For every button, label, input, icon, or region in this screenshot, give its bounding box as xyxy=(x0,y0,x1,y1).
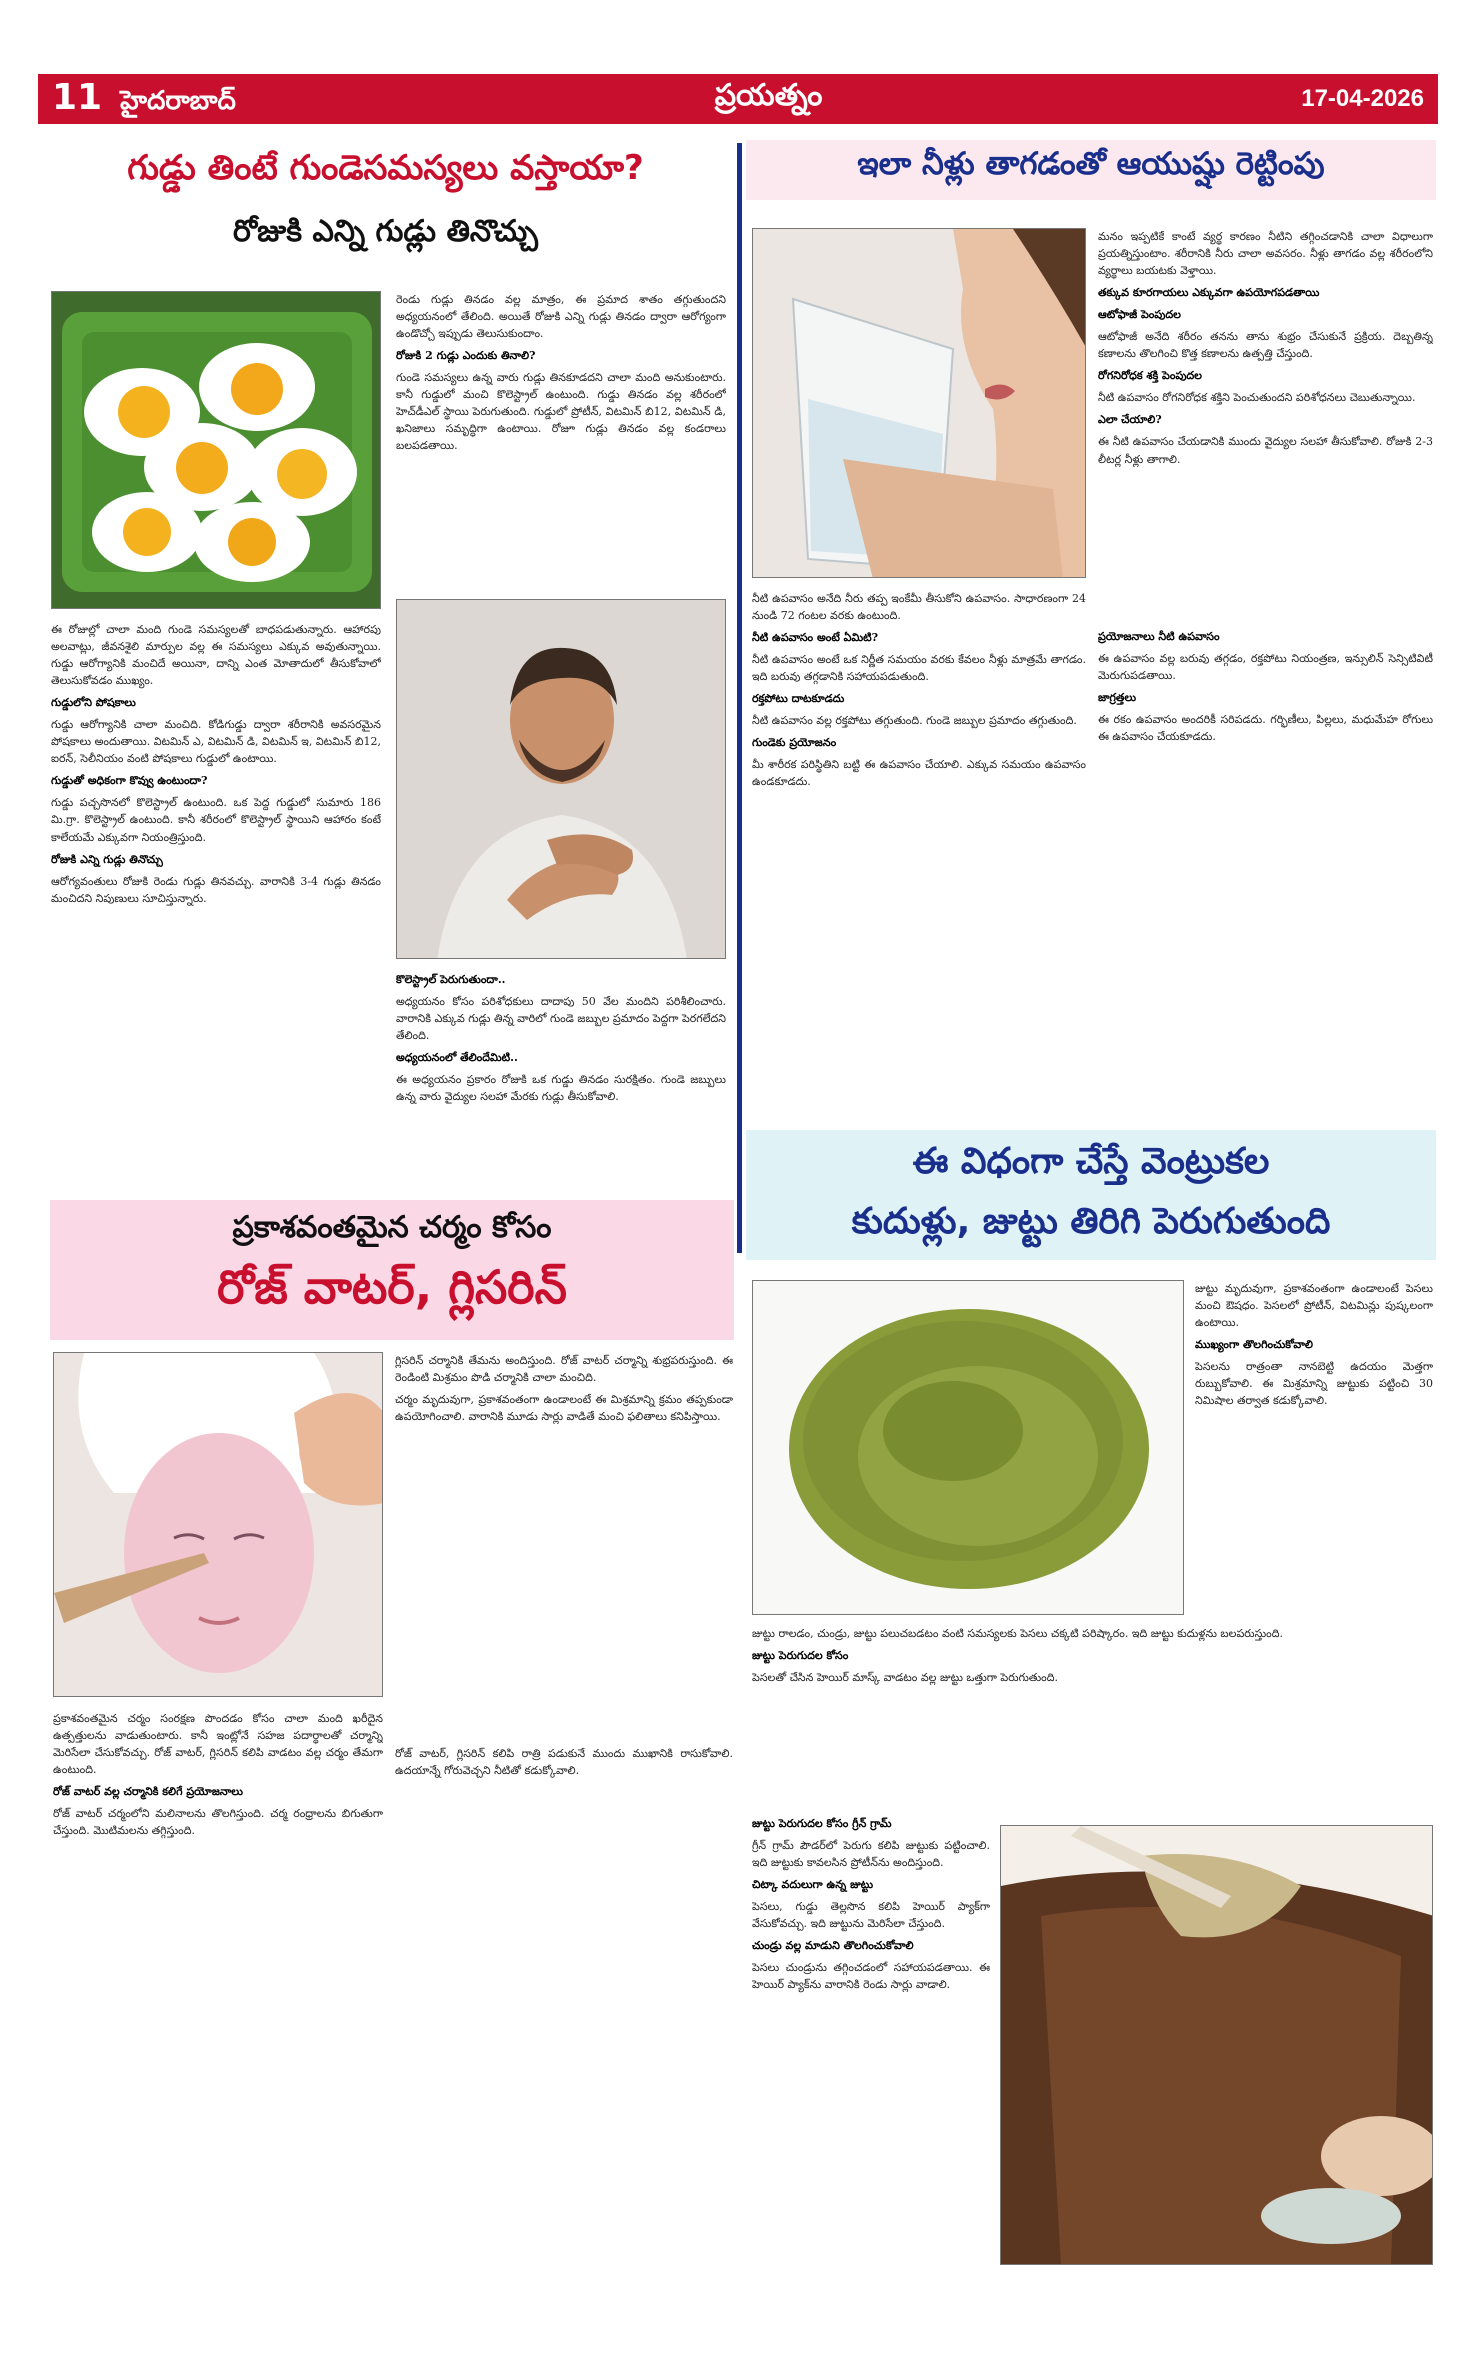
center-divider xyxy=(737,143,742,1253)
water-body-3: నీటి ఉపవాసం రోగనిరోధక శక్తిని పెంచుతుందని పరిశోధనలు చెబుతున్నాయి. xyxy=(1098,391,1416,405)
eggs-sub-2: గుడ్డులోని పోషకాలు xyxy=(51,696,136,710)
eggs-body-5: గుడ్డు పచ్చసొనలో కొలెస్ట్రాల్ ఉంటుంది. ఒక పెద్ద గుడ్డులో సుమారు 186 మి.గ్రా. కొలెస్ట్రాల్ ఉంటుంది. కానీ శరీరంలో కొలెస్ట్రాల్ స్థాయిని ఆహారం కంటే కాలేయమే ఎక్కువగా నియంత్రిస్తుంది. xyxy=(51,796,381,844)
eggs-sub-6: రోజుకి ఎన్ని గుడ్లు తినొచ్చు xyxy=(51,852,163,866)
eggs-body-7: ఈ అధ్యయనం ప్రకారం రోజుకి ఒక గుడ్డు తినడం సురక్షితం. గుండె జబ్బులు ఉన్న వారు వైద్యుల సలహా మేరకు గుడ్లు తీసుకోవాలి. xyxy=(396,1073,726,1104)
woman-drinking-water-photo xyxy=(752,228,1086,578)
skin-body-2: గ్లిసరిన్ చర్మానికి తేమను అందిస్తుంది. రోజ్ వాటర్ చర్మాన్ని శుభ్రపరుస్తుంది. ఈ రెండింటి మిశ్రమం పొడి చర్మానికి చాలా మంచిది. xyxy=(395,1354,733,1385)
water-sub-8: గుండెకు ప్రయోజనం xyxy=(752,736,837,750)
skin-text-bottom-right xyxy=(395,1745,733,2265)
water-sub-9: జాగ్రత్తలు xyxy=(1098,691,1137,705)
issue-date: 17-04-2026 xyxy=(1301,85,1424,112)
eggs-body-1: రెండు గుడ్లు తినడం వల్ల మాత్రం, ఈ ప్రమాద శాతం తగ్గుతుందని అధ్యయనంలో తేలింది. అయితే రోజుకి ఎన్ని గుడ్లు తినడం ద్వారా ఆరోగ్యంగా ఉండొచ్చో ఇప్పుడు తెలుసుకుందాం. xyxy=(396,293,726,341)
water-sub-3: రోగనిరోధక శక్తి పెంపుదల xyxy=(1098,369,1202,383)
water-body-9: మీ శారీరక పరిస్థితిని బట్టి ఈ ఉపవాసం చేయాలి. ఎక్కువ సమయం ఉపవాసం ఉండకూడదు. xyxy=(752,758,1086,789)
eggs-body-6: అధ్యయనం కోసం పరిశోధకులు దాదాపు 50 వేల మందిని పరిశీలించారు. వారానికి ఎక్కువ గుడ్లు తిన్న వారిలో గుండె జబ్బుల ప్రమాదం పెద్దగా పెరగలేదని తేలింది. xyxy=(396,995,726,1043)
skin-body-1: ప్రకాశవంతమైన చర్మం సంరక్షణ పొందడం కోసం చాలా మంది ఖరీదైన ఉత్పత్తులను వాడుతుంటారు. కానీ ఇంట్లోనే సహజ పదార్థాలతో చర్మాన్ని మెరిసేలా చేసుకోవచ్చు. రోజ్ వాటర్, గ్లిసరిన్ కలిపి వాడటం వల్ల చర్మం తేమగా ఉంటుంది. xyxy=(53,1712,383,1777)
water-text-bottom-left xyxy=(752,590,1086,1125)
hair-sub-2: జుట్టు పెరుగుదల కోసం xyxy=(752,1649,849,1663)
hair-body-3: జుట్టు రాలడం, చుండ్రు, జుట్టు పలుచబడటం వంటి సమస్యలకు పెసలు చక్కటి పరిష్కారం. ఇది జుట్టు కుదుళ్లను బలపరుస్తుంది. xyxy=(752,1627,1283,1640)
skin-body-5: చర్మం మృదువుగా, ప్రకాశవంతంగా ఉండాలంటే ఈ మిశ్రమాన్ని క్రమం తప్పకుండా ఉపయోగించాలి. వారానికి మూడు సార్లు వాడితే మంచి ఫలితాలు కనిపిస్తాయి. xyxy=(395,1393,733,1424)
hair-body-1: జుట్టు మృదువుగా, ప్రకాశవంతంగా ఉండాలంటే పెసలు మంచి ఔషధం. పెసలలో ప్రోటీన్, విటమిన్లు పుష్కలంగా ఉంటాయి. xyxy=(1195,1282,1433,1330)
eggs-body-3: ఈ రోజుల్లో చాలా మంది గుండె సమస్యలతో బాధపడుతున్నారు. ఆహారపు అలవాట్లు, జీవనశైలి మార్పుల వల్ల ఈ సమస్యలు ఎక్కువ అవుతున్నాయి. గుడ్డు ఆరోగ్యానికి మంచిదే అయినా, దాన్ని ఎంత మోతాదులో తీసుకోవాలో తెలుసుకోవడం ముఖ్యం. xyxy=(51,623,381,688)
hair-sub-3: జుట్టు పెరుగుదల కోసం గ్రీన్ గ్రామ్ xyxy=(752,1817,892,1830)
hair-headline-2: కుదుళ్లు, జుట్టు తిరిగి పెరుగుతుంది xyxy=(851,1201,1331,1242)
hair-body-5: గ్రీన్ గ్రామ్ పౌడర్‌లో పెరుగు కలిపి జుట్టుకు పట్టించాలి. ఇది జుట్టుకు కావలసిన ప్రోటీన్‌ను అందిస్తుంది. xyxy=(752,1839,990,1870)
hair-sub-5: చుండ్రు వల్ల మాడుని తొలగించుకోవాలి xyxy=(752,1939,914,1953)
skin-body-4: రోజ్ వాటర్ చర్మంలోని మలినాలను తొలగిస్తుంది. చర్మ రంధ్రాలను బిగుతుగా చేస్తుంది. మొటిమలను తగ్గిస్తుంది. xyxy=(53,1807,383,1838)
eggs-headline: గుడ్డు తింటే గుండెసమస్యలు వస్తాయా? xyxy=(127,148,644,188)
woman-face-mask-illustration xyxy=(54,1353,383,1697)
chest-pain-photo xyxy=(396,599,726,959)
boiled-eggs-illustration xyxy=(52,292,381,609)
man-chest-pain-illustration xyxy=(397,600,726,959)
eggs-text-top-right xyxy=(396,291,726,609)
hair-text-middle xyxy=(752,1625,1433,1805)
green-gram-photo xyxy=(752,1280,1184,1615)
water-body-5: నీటి ఉపవాసం అంటే ఒక నిర్ణీత సమయం వరకు కేవలం నీళ్లు మాత్రమే తాగడం. ఇది బరువు తగ్గడానికి సహాయపడుతుంది. xyxy=(752,653,1086,684)
water-sub-4: నీటి ఉపవాసం అంటే ఏమిటి? xyxy=(752,631,879,645)
water-sub-1: తక్కువ కూరగాయలు ఎక్కువగా ఉపయోగపడతాయి xyxy=(1098,286,1320,300)
eggs-text-bottom-right xyxy=(396,971,726,1196)
hair-body-6: పెసలు, గుడ్డు తెల్లసొన కలిపి హెయిర్ ప్యాక్‌గా వేసుకోవచ్చు. ఇది జుట్టును మెరిసేలా చేస్తుంది. xyxy=(752,1900,990,1931)
eggs-sub-1: రోజుకి 2 గుడ్లు ఎందుకు తినాలి? xyxy=(396,349,536,363)
water-sub-2: ఆటోఫాజీ పెంపుదల xyxy=(1098,308,1181,322)
skin-body-3: రోజ్ వాటర్, గ్లిసరిన్ కలిపి రాత్రి పడుకునే ముందు ముఖానికి రాసుకోవాలి. ఉదయాన్నే గోరువెచ్చని నీటితో కడుక్కోవాలి. xyxy=(395,1747,733,1778)
edition-city: హైదరాబాద్ xyxy=(120,85,236,116)
water-text-bottom-right xyxy=(1098,628,1433,1125)
masthead xyxy=(38,74,1438,124)
masthead-left xyxy=(52,77,236,122)
page-number: 11 xyxy=(52,76,103,118)
water-body-1: మనం ఇప్పటికే కాంటే వ్యర్థ కారణం నీటిని తగ్గించడానికి చాలా విధాలుగా ప్రయత్నిస్తుంటాం. శరీరానికి నీరు చాలా అవసరం. నీళ్లు తాగడం వల్ల శరీరంలోని వ్యర్థాలు బయటకు వెళ్తాయి. xyxy=(1098,230,1433,278)
skin-headline-2: రోజ్ వాటర్, గ్లిసరిన్ xyxy=(217,1260,567,1314)
hair-body-4: పెసలతో చేసిన హెయిర్ మాస్క్ వాడటం వల్ల జుట్టు ఒత్తుగా పెరుగుతుంది. xyxy=(752,1671,1058,1685)
eggs-subheadline: రోజుకి ఎన్ని గుడ్లు తినొచ్చు xyxy=(233,214,538,249)
eggs-sub-4: కొలెస్ట్రాల్ పెరుగుతుందా.. xyxy=(396,973,506,986)
water-body-6: ఈ నీటి ఉపవాసం చేయడానికి ముందు వైద్యుల సలహా తీసుకోవాలి. రోజుకి 2-3 లీటర్ల నీళ్లు తాగాలి. xyxy=(1098,435,1433,466)
boiled-eggs-photo xyxy=(51,291,381,609)
skin-text-top-right xyxy=(395,1352,733,1732)
hair-treatment-illustration xyxy=(1001,1826,1433,2265)
hair-sub-1: ముఖ్యంగా తొలగించుకోవాలి xyxy=(1195,1338,1313,1352)
green-gram-illustration xyxy=(753,1281,1184,1615)
hair-text-top-right xyxy=(1195,1280,1433,1660)
eggs-body-8: ఆరోగ్యవంతులు రోజుకి రెండు గుడ్లు తినవచ్చు. వారానికి 3-4 గుడ్లు తినడం మంచిదని నిపుణులు సూచిస్తున్నారు. xyxy=(51,874,381,905)
water-text-top-right xyxy=(1098,228,1433,616)
skin-headline-1: ప్రకాశవంతమైన చర్మం కోసం xyxy=(232,1210,552,1245)
hair-treatment-photo xyxy=(1000,1825,1433,2265)
hair-text-bottom-left xyxy=(752,1815,990,2265)
eggs-article xyxy=(38,136,733,1199)
water-body-8: నీటి ఉపవాసం వల్ల రక్తపోటు తగ్గుతుంది. గుండె జబ్బుల ప్రమాదం తగ్గుతుంది. xyxy=(752,714,1077,728)
eggs-body-4: గుడ్డు ఆరోగ్యానికి చాలా మంచిది. కోడిగుడ్డు ద్వారా శరీరానికి అవసరమైన పోషకాలు అందుతాయి. విటమిన్ ఎ, విటమిన్ డి, విటమిన్ ఇ, విటమిన్ బి12, ఐరన్, సెలీనియం వంటి పోషకాలు గుడ్డులో ఉంటాయి. xyxy=(51,718,381,766)
eggs-text-left xyxy=(51,621,381,1196)
hair-body-7: పెసలు చుండ్రును తగ్గించడంలో సహాయపడతాయి. ఈ హెయిర్ ప్యాక్‌ను వారానికి రెండు సార్లు వాడాలి. xyxy=(752,1961,990,1992)
paper-name: ప్రయత్నం xyxy=(714,78,823,113)
water-sub-6: ప్రయోజనాలు నీటి ఉపవాసం xyxy=(1098,630,1220,643)
face-mask-photo xyxy=(53,1352,383,1697)
water-body-7: ఈ ఉపవాసం వల్ల బరువు తగ్గడం, రక్తపోటు నియంత్రణ, ఇన్సులిన్ సెన్సిటివిటీ మెరుగుపడతాయి. xyxy=(1098,652,1433,683)
hair-body-2: పెసలను రాత్రంతా నానబెట్టి ఉదయం మెత్తగా రుబ్బుకోవాలి. ఈ మిశ్రమాన్ని జుట్టుకు పట్టించి 30 నిమిషాల తర్వాత కడుక్కోవాలి. xyxy=(1195,1360,1433,1408)
hair-headline-1: ఈ విధంగా చేస్తే వెంట్రుకల xyxy=(912,1141,1270,1182)
water-sub-5: ఎలా చేయాలి? xyxy=(1098,413,1162,427)
water-body-2: ఆటోఫాజీ అనేది శరీరం తనను తాను శుభ్రం చేసుకునే ప్రక్రియ. దెబ్బతిన్న కణాలను తొలగించి కొత్త కణాలను ఉత్పత్తి చేస్తుంది. xyxy=(1098,330,1433,361)
water-body-4: నీటి ఉపవాసం అనేది నీరు తప్ప ఇంకేమీ తీసుకోని ఉపవాసం. సాధారణంగా 24 నుండి 72 గంటల వరకు ఉంటుంది. xyxy=(752,592,1086,623)
woman-drinking-water-illustration xyxy=(753,229,1086,578)
hair-sub-4: చిట్కా వదులుగా ఉన్న జుట్టు xyxy=(752,1878,874,1892)
water-headline: ఇలా నీళ్లు తాగడంతో ఆయుష్షు రెట్టింపు xyxy=(857,146,1325,182)
skin-text-bottom-left xyxy=(53,1710,383,2265)
skin-sub-1: రోజ్ వాటర్ వల్ల చర్మానికి కలిగే ప్రయోజనాలు xyxy=(53,1785,243,1799)
water-body-10: ఈ రకం ఉపవాసం అందరికీ సరిపడదు. గర్భిణీలు, పిల్లలు, మధుమేహ రోగులు ఈ ఉపవాసం చేయకూడదు. xyxy=(1098,713,1433,744)
water-sub-7: రక్తపోటు దాటకూడదు xyxy=(752,692,845,706)
eggs-body-2: గుండె సమస్యలు ఉన్న వారు గుడ్లు తినకూడదని చాలా మంది అనుకుంటారు. కానీ గుడ్డులో మంచి కొలెస్ట్రాల్ ఉంటుంది. గుడ్డు తినడం వల్ల శరీరంలో హెచ్‌డీఎల్ స్థాయి పెరుగుతుంది. గుడ్డులో ప్రోటీన్, విటమిన్ బి12, విటమిన్ డి, ఖనిజాలు సమృద్ధిగా ఉంటాయి. రోజూ గుడ్లు తినడం వల్ల కండరాలు బలపడతాయి. xyxy=(396,371,726,453)
eggs-sub-5: అధ్యయనంలో తేలిందేమిటి.. xyxy=(396,1051,518,1065)
eggs-sub-3: గుడ్డుతో అధికంగా కొవ్వు ఉంటుందా? xyxy=(51,774,208,788)
